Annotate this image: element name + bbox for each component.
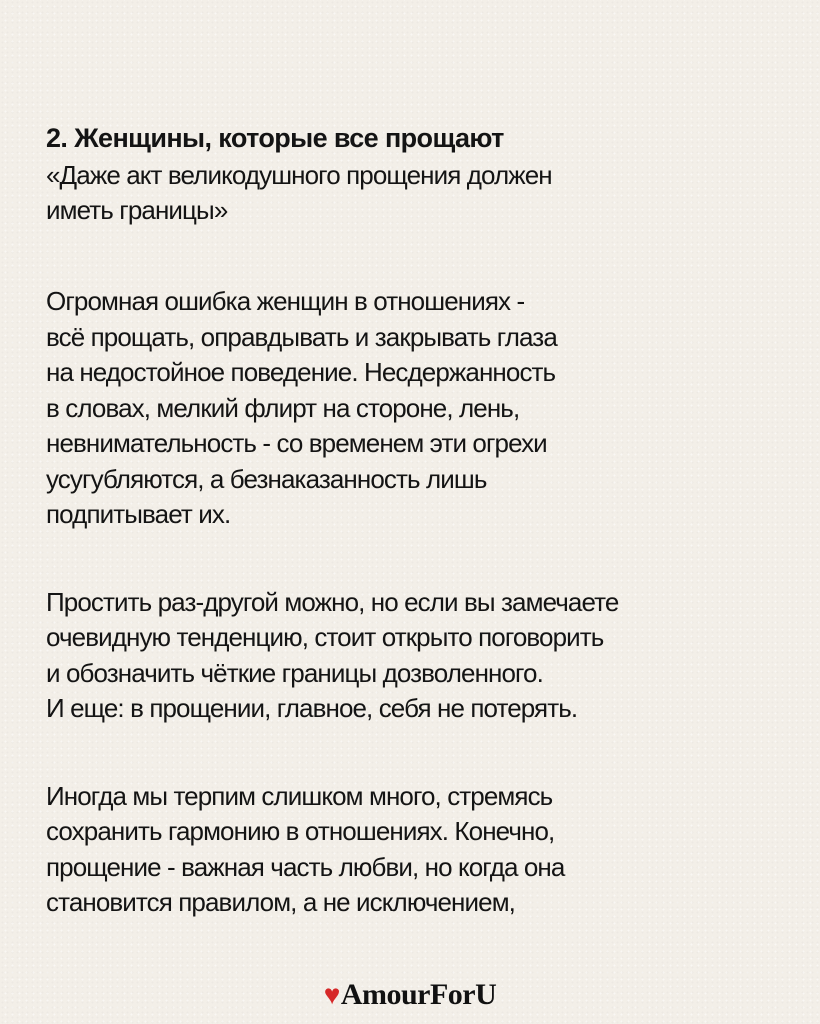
paragraph-line: И еще: в прощении, главное, себя не потерять.	[46, 693, 578, 723]
paragraph-line: Иногда мы терпим слишком много, стремясь	[46, 780, 553, 811]
paragraph-1	[46, 284, 776, 533]
paragraph-line: подпитывает их.	[46, 499, 231, 529]
article	[46, 118, 776, 921]
paragraph-line: на недостойное поведение. Несдержанность	[46, 357, 556, 387]
paragraph-2	[46, 585, 776, 727]
article-title: 2. Женщины, которые все прощают	[46, 123, 504, 153]
paragraph-line: в словах, мелкий флирт на стороне, лень,	[46, 392, 520, 423]
article-quote	[46, 158, 776, 228]
brand-name: AmourForU	[340, 978, 497, 1011]
brand-logo	[0, 978, 820, 1012]
quote-line: «Даже акт великодушного прощения должен	[46, 160, 552, 190]
quote-line: иметь границы»	[46, 195, 228, 225]
paragraph-line: и обозначить чёткие границы дозволенного.	[46, 657, 543, 688]
paragraph-line: прощение - важная часть любви, но когда она	[46, 851, 565, 882]
paragraph-line: сохранить гармонию в отношениях. Конечно,	[46, 816, 555, 846]
paragraph-line: Огромная ошибка женщин в отношениях -	[46, 286, 525, 316]
paragraph-line: усугубляются, а безнаказанность лишь	[46, 463, 487, 494]
paragraph-line: всё прощать, оправдывать и закрывать глаза	[46, 321, 557, 352]
paragraph-line: очевидную тенденцию, стоит открыто поговорить	[46, 622, 604, 652]
paragraph-line: становится правилом, а не исключением,	[46, 887, 515, 917]
paragraph-line: невнимательность - со временем эти огрехи	[46, 428, 547, 458]
paragraph-line: Простить раз-другой можно, но если вы замечаете	[46, 586, 619, 617]
paragraph-3	[46, 779, 776, 921]
heart-icon: ♥	[323, 980, 340, 1011]
